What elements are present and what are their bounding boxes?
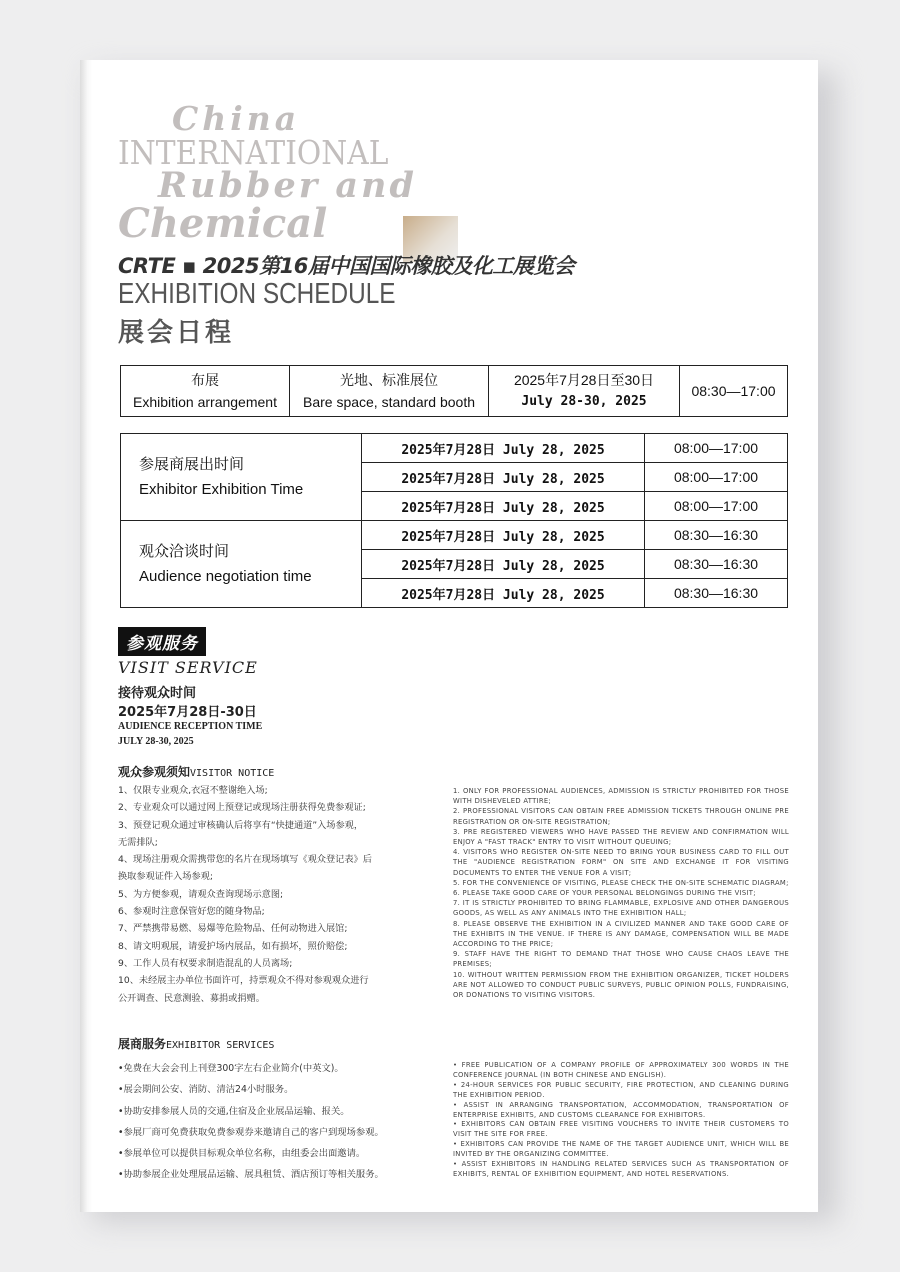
exhibitor-services-en: EXHIBITOR SERVICES [166,1040,275,1051]
title-chemical: Chemical [118,200,328,247]
list-item: 8. PLEASE OBSERVE THE EXHIBITION IN A CIVILIZED MANNER AND TAKE GOOD CARE OF THE EXHIBITS IN THE VENUE. IF THERE IS ANY DAMAGE, COMPENSATION WILL BE MADE ACCORDING TO THE PRICE; [453,919,789,949]
audience-time-cn: 观众洽谈时间 [139,543,230,560]
list-item: 7、严禁携带易燃、易爆等危险物品、任何动物进入展馆; [118,923,348,935]
schedule-time: 08:00—17:00 [645,434,788,463]
exhibitor-time-en: Exhibitor Exhibition Time [139,481,304,498]
list-item: • ASSIST EXHIBITORS IN HANDLING RELATED SERVICES SUCH AS TRANSPORTATION OF EXHIBITS, RENTAL OF EXHIBITION EQUIPMENT, AND HOTEL RESERVATIONS. [453,1160,789,1178]
list-item: •参展厂商可免费获取免费参观券来邀请自己的客户到现场参观。 [118,1126,384,1138]
arrangement-date-cn: 2025年7月28日至30日 [513,372,655,388]
list-item: 9. STAFF HAVE THE RIGHT TO DEMAND THAT THOSE WHO CAUSE CHAOS LEAVE THE PREMISES; [453,950,789,969]
list-item: 9、工作人员有权要求制造混乱的人员离场; [118,957,293,969]
list-item: 公开调查、民意测验、募捐或捐赠。 [118,992,265,1004]
arrangement-space-en: Bare space, standard booth [302,394,475,410]
schedule-table [120,433,788,608]
exhibitor-time-cn: 参展商展出时间 [139,456,245,473]
reception-title-cn: 接待观众时间 [118,686,197,701]
list-item: 1、仅限专业观众,衣冠不整谢绝入场; [118,785,268,796]
arrangement-date-en: July 28-30, 2025 [521,394,647,409]
list-item: •协助安排参展人员的交通,住宿及企业展品运输、报关。 [118,1105,350,1117]
arrangement-label-cell [121,366,290,417]
list-item: • FREE PUBLICATION OF A COMPANY PROFILE OF APPROXIMATELY 300 WORDS IN THE CONFERENCE JOURNAL (IN BOTH CHINESE AND ENGLISH). [453,1061,789,1079]
audience-time-en: Audience negotiation time [139,568,312,585]
list-item: •展会期间公安、消防、清洁24小时服务。 [118,1084,294,1096]
schedule-time: 08:30—16:30 [645,579,788,608]
reception-date-cn: 2025年7月28日-30日 [118,705,257,720]
list-item: 2、专业观众可以通过网上预登记或现场注册获得免费参观证; [118,802,366,814]
audience-time-label [121,521,362,608]
list-item: 5、为方便参观，请观众查询现场示意图; [118,888,284,900]
list-item: • ASSIST IN ARRANGING TRANSPORTATION, ACCOMMODATION, TRANSPORTATION OF ENTERPRISE EXHIBITS, AND CUSTOMS CLEARANCE FOR EXHIBITORS. [453,1100,789,1119]
list-item: 7. IT IS STRICTLY PROHIBITED TO BRING FLAMMABLE, EXPLOSIVE AND OTHER DANGEROUS GOODS, AS WELL AS ANY ANIMALS INTO THE EXHIBITION HALL; [453,899,789,918]
schedule-date: 2025年7月28日 July 28, 2025 [362,550,645,579]
list-item: 6、参观时注意保管好您的随身物品; [118,906,265,918]
list-item: • 24-HOUR SERVICES FOR PUBLIC SECURITY, FIRE PROTECTION, AND CLEANING DURING THE EXHIBITION PERIOD. [453,1080,789,1099]
list-item: 8、请文明观展，请爱护场内展品，如有损坏，照价赔偿; [118,940,348,952]
arrangement-date-cell [489,366,680,417]
visitor-notice-en: VISITOR NOTICE [190,768,275,779]
arrangement-label-en: Exhibition arrangement [133,394,277,410]
list-item: 3. PRE REGISTERED VIEWERS WHO HAVE PASSED THE REVIEW AND CONFIRMATION WILL ENJOY A "FAST TRACK" ENTRY TO VISIT WITHOUT QUEUING; [453,827,789,847]
schedule-date: 2025年7月28日 July 28, 2025 [362,521,645,550]
list-item: •协助参展企业处理展品运输、展具租赁、酒店预订等相关服务。 [118,1169,384,1181]
visit-service-badge: 参观服务 [118,627,206,656]
title-rubber-and: Rubber and [158,165,417,206]
schedule-title-cn: 展会日程 [118,318,235,348]
arrangement-table [120,365,788,417]
exhibitor-services-en-list [453,1061,789,1180]
exhibitor-services-cn: 展商服务 [118,1037,167,1051]
arrangement-label-cn: 布展 [191,372,219,388]
list-item: •免费在大会会刊上刊登300字左右企业简介(中英文)。 [118,1063,344,1074]
visitor-notice-cn: 观众参观须知 [118,765,191,779]
exhibitor-services-cn-list [118,1058,448,1186]
schedule-date: 2025年7月28日 July 28, 2025 [362,463,645,492]
reception-date-en: JULY 28-30, 2025 [118,736,194,747]
list-item: 6. PLEASE TAKE GOOD CARE OF YOUR PERSONAL BELONGINGS DURING THE VISIT; [453,889,756,898]
arrangement-space-cn: 光地、标准展位 [340,372,438,388]
list-item: 无需排队; [118,836,158,848]
schedule-date: 2025年7月28日 July 28, 2025 [362,492,645,521]
schedule-time: 08:00—17:00 [645,492,788,521]
list-item: 换取参观证件入场参观; [118,871,213,883]
schedule-date: 2025年7月28日 July 28, 2025 [362,579,645,608]
visitor-notice-heading [118,763,274,780]
list-item: 4、现场注册观众需携带您的名片在现场填写《观众登记表》后 [118,854,372,866]
list-item: • EXHIBITORS CAN OBTAIN FREE VISITING VOUCHERS TO INVITE THEIR CUSTOMERS TO VISIT THE SITE FOR FREE. [453,1120,789,1139]
list-item: 4. VISITORS WHO REGISTER ON-SITE NEED TO BRING YOUR BUSINESS CARD TO FILL OUT THE "AUDIENCE REGISTRATION FORM" ON SITE AND EXCHANGE IT FOR VISITING DOCUMENTS TO ENTER THE VENUE FOR A VISIT; [453,848,789,877]
crte-headline: CRTE ▪ 2025第16届中国国际橡胶及化工展览会 [118,254,575,278]
title-china: China [172,99,301,138]
arrangement-time: 08:30—17:00 [680,366,788,417]
title-international: INTERNATIONAL [118,133,389,172]
visitor-notice-cn-list [118,782,428,1007]
exhibitor-time-label [121,434,362,521]
schedule-date: 2025年7月28日 July 28, 2025 [362,434,645,463]
list-item: 2. PROFESSIONAL VISITORS CAN OBTAIN FREE ADMISSION TICKETS THROUGH ONLINE PRE REGISTRATION OR ON-SITE REGISTRATION; [453,807,789,826]
list-item: • EXHIBITORS CAN PROVIDE THE NAME OF THE TARGET AUDIENCE UNIT, WHICH WILL BE INVITED BY THE ORGANIZING COMMITTEE. [453,1140,789,1159]
schedule-time: 08:00—17:00 [645,463,788,492]
list-item: 1. ONLY FOR PROFESSIONAL AUDIENCES, ADMISSION IS STRICTLY PROHIBITED FOR THOSE WITH DISHEVELED ATTIRE; [453,787,789,806]
reception-title-en: AUDIENCE RECEPTION TIME [118,721,263,732]
list-item: 10. WITHOUT WRITTEN PERMISSION FROM THE EXHIBITION ORGANIZER, TICKET HOLDERS ARE NOT ALLOWED TO CONDUCT PUBLIC SURVEYS, PUBLIC OPINION POLLS, FUNDRAISING, OR DONATIONS TO VISITING VISITORS. [453,970,789,1000]
visitor-notice-en-list [453,786,789,1000]
list-item: 3、预登记观众通过审核确认后将享有“快捷通道”入场参观， [118,819,364,831]
schedule-time: 08:30—16:30 [645,521,788,550]
visit-service-title: VISIT SERVICE [118,658,258,677]
schedule-time: 08:30—16:30 [645,550,788,579]
list-item: •参展单位可以提供目标观众单位名称，由组委会出面邀请。 [118,1148,366,1160]
list-item: 10、未经展主办单位书面许可，持票观众不得对参观观众进行 [118,975,369,987]
brochure-page [80,60,818,1212]
schedule-title-en: EXHIBITION SCHEDULE [118,278,396,310]
exhibitor-services-heading [118,1035,274,1052]
page-spine [80,60,92,1212]
arrangement-space-cell [290,366,489,417]
list-item: 5. FOR THE CONVENIENCE OF VISITING, PLEASE CHECK THE ON-SITE SCHEMATIC DIAGRAM; [453,878,789,887]
